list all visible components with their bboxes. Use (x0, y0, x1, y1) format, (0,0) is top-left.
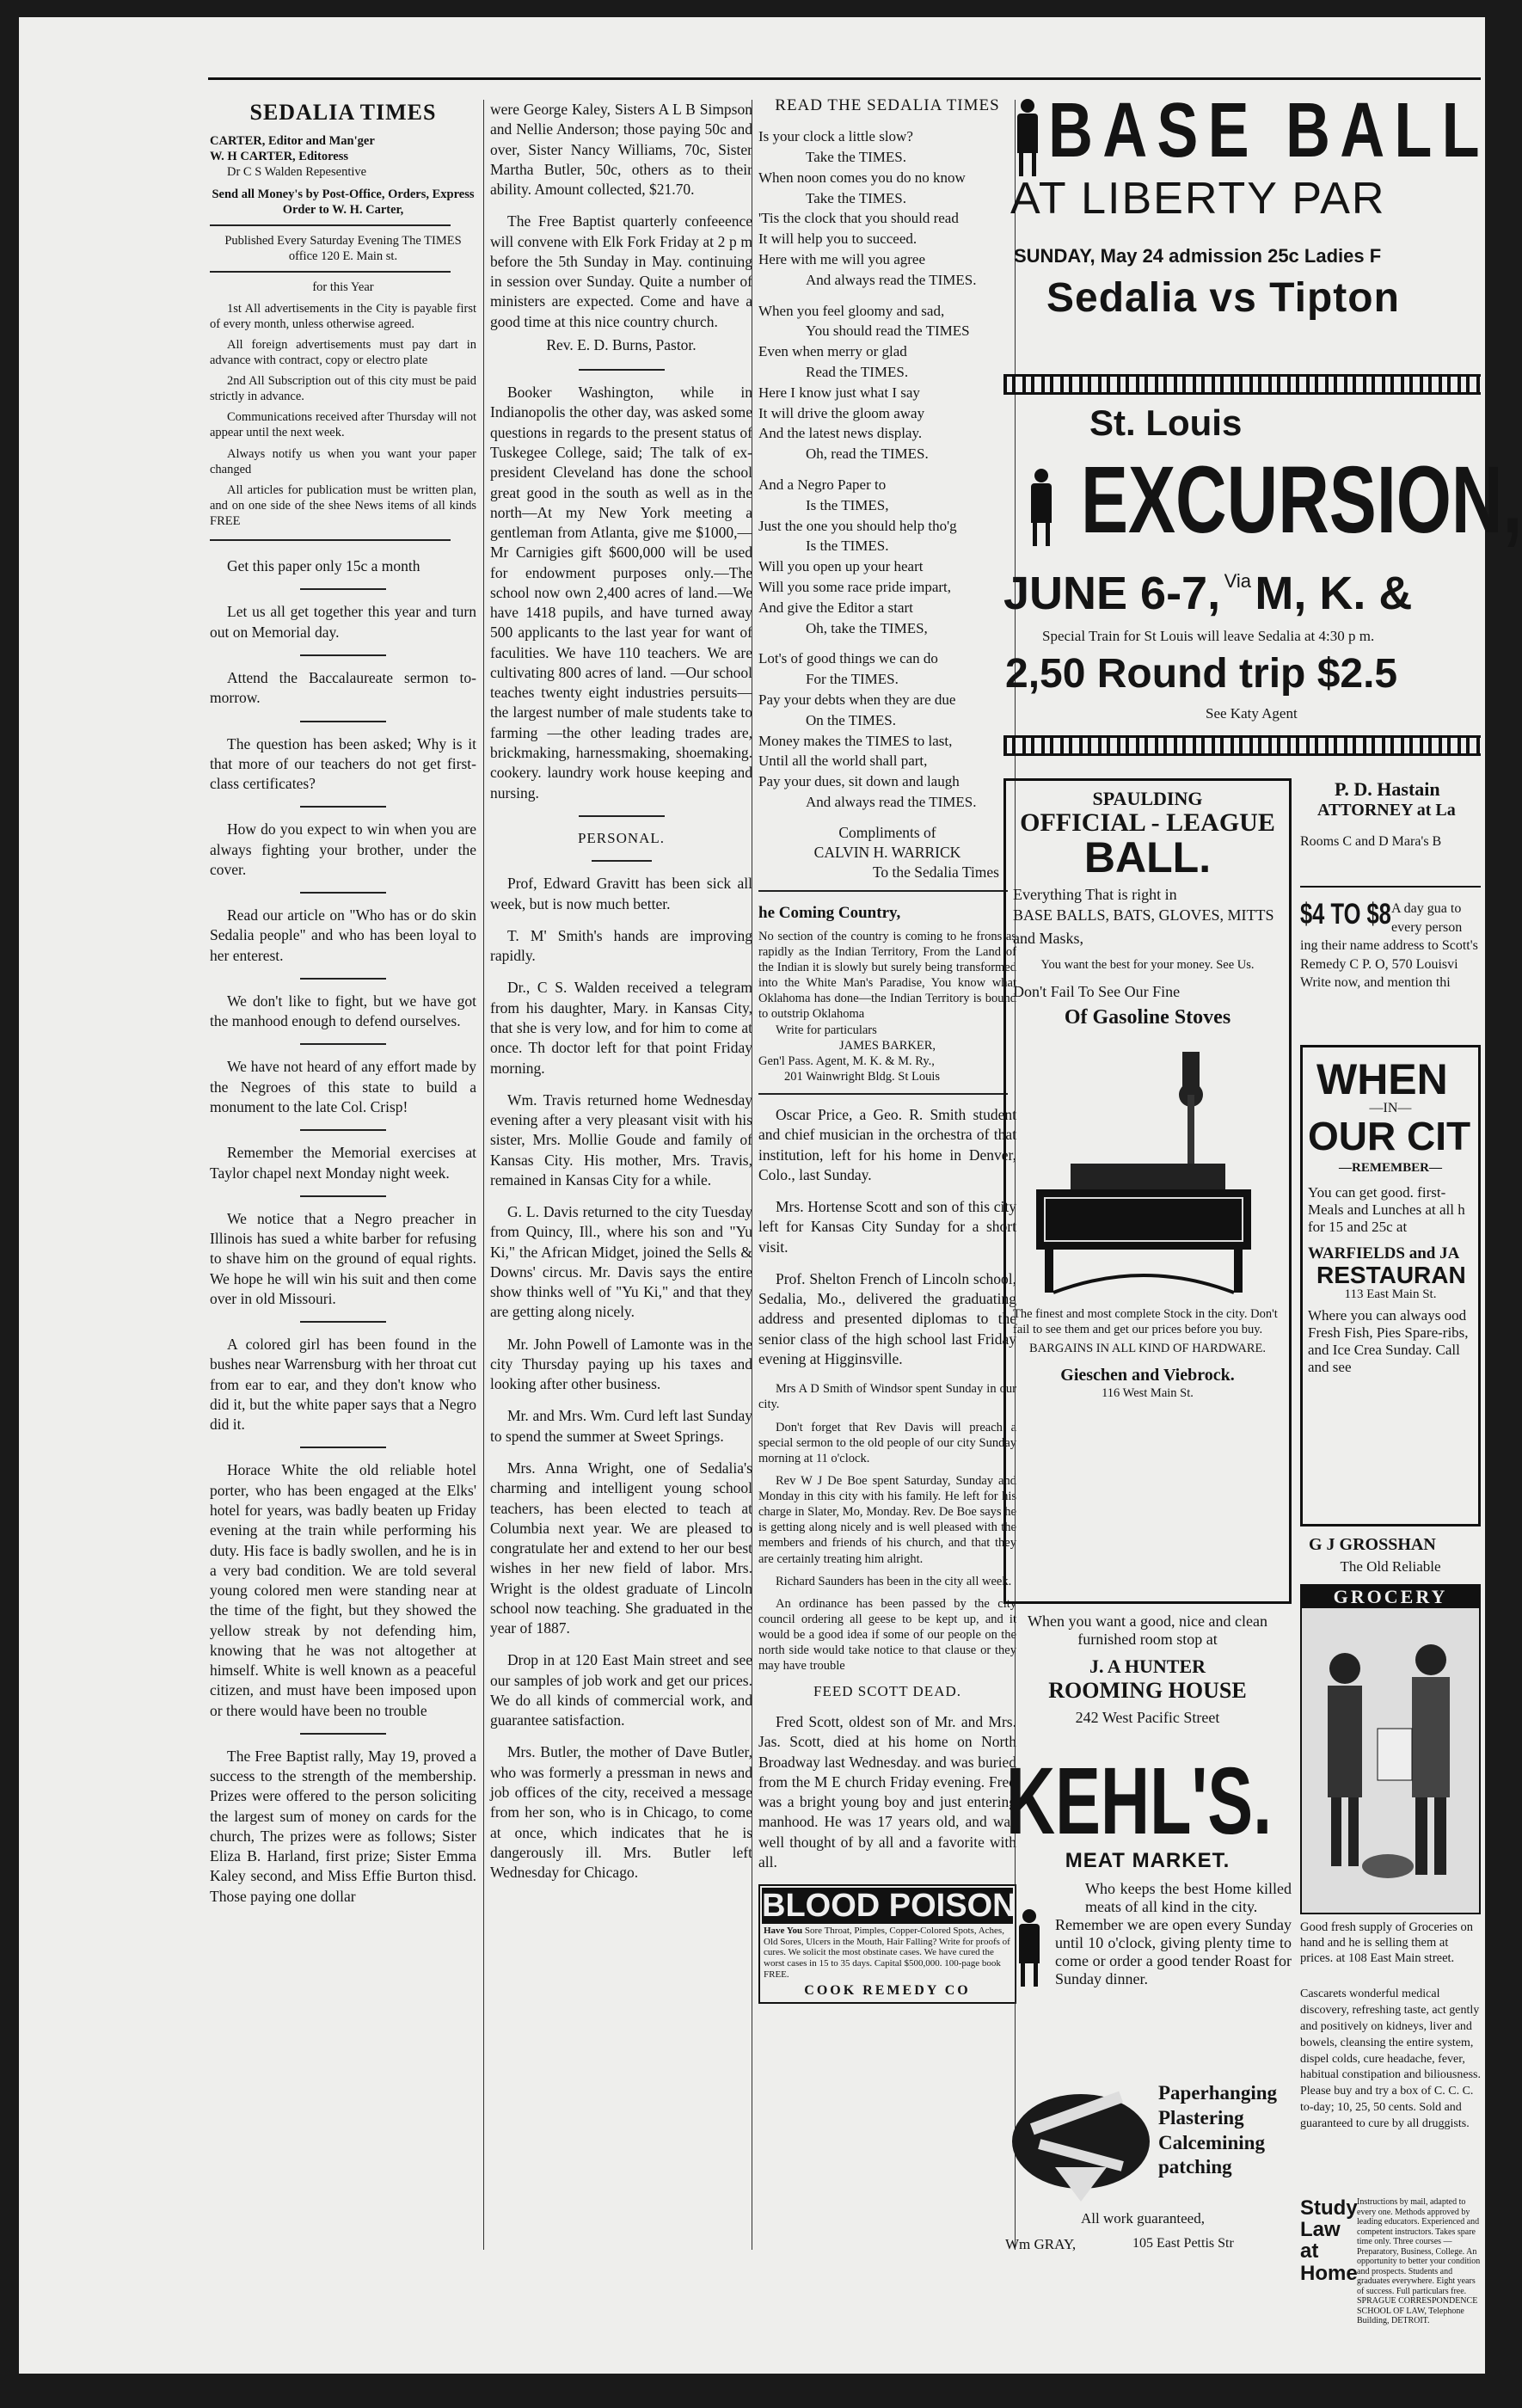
excursion-dates-row (1003, 570, 1412, 617)
news-item: Richard Saunders has been in the city all week. (776, 1574, 1012, 1588)
coming-country-text: No section of the country is coming to he frons as rapidly as the Indian Territory, From the Land of the Indian it is slowly but surely being transformed into the White Man's Paradise, You know what Oklahoma has done—the Indian Territory is bound to outstrip Oklahoma (758, 929, 1016, 1022)
compliments: Compliments of (838, 823, 936, 841)
coming-country-addr: Gen'l Pass. Agent, M. K. & M. Ry., (758, 1054, 935, 1068)
poem-line: For the TIMES. (806, 671, 899, 688)
compliments-name: CALVIN H. WARRICK (813, 844, 961, 862)
divider (300, 721, 386, 722)
spaulding-stoves: Of Gasoline Stoves (1064, 1006, 1231, 1029)
paperhanging-ad (1003, 2081, 1292, 2296)
poem-line: Just the one you should help tho'g (758, 517, 957, 534)
hunter-intro: When you want a good, nice and clean furnished room stop at (1028, 1612, 1267, 1648)
grocery-sign: GROCERY (1302, 1586, 1479, 1608)
news-item: Remember the Memorial exercises at Taylor chapel next Monday night week. (210, 1144, 476, 1182)
news-item: Drop in at 120 East Main street and see our samples of job work and get our prices. We do all kinds of commercial work, and guarantee satisfaction. (490, 1651, 752, 1729)
news-item: Wm. Travis returned home Wednesday evening after a very pleasant visit with his sister, Mrs. Mollie Goude and family of Kansas City. His mother, Mrs. Travis, remained in Kansas City for a while. (490, 1090, 752, 1189)
paper-name: Wm GRAY, (1005, 2236, 1077, 2252)
gross-name: G J GROSSHAN (1309, 1535, 1436, 1554)
excursion-pre: St. Louis (1089, 402, 1243, 443)
top-rule (208, 77, 1481, 80)
grocer-figures (1302, 1608, 1479, 1901)
blood-poison-lead: Have You (764, 1926, 803, 1937)
spaulding-dontfail: Don't Fail To See Our Fine (1013, 983, 1181, 1001)
paper-line: Plastering (1158, 2106, 1244, 2128)
cascarets-ad (1300, 1987, 1481, 2193)
poem-line: It will drive the gloom away (758, 404, 925, 421)
news-item: Read our article on "Who has or do skin Sedalia people" and who has been loyal to her enterest. (210, 906, 476, 964)
excursion-special: Special Train for St Louis will leave Sedalia at 4:30 p m. (1042, 628, 1375, 644)
news-item: The Free Baptist quarterly confeeence will convene with Elk Fork Friday at 2 p m before the 5th Sunday in May. continuing in session over Sunday. Quite a number of ministers are expected. Come and have a good time at this nice country church. (490, 212, 752, 330)
spaulding-official: OFFICIAL - LEAGUE (1020, 808, 1275, 837)
rate-item: 2nd All Subscription out of this city must be paid strictly in advance. (210, 374, 476, 404)
poem-line: Will you some race pride impart, (758, 579, 952, 595)
divider (300, 1447, 386, 1448)
excursion-price: 2,50 Round trip $2.5 (1005, 651, 1398, 697)
excursion-title: EXCURSION, (1081, 447, 1522, 553)
divider (592, 860, 652, 862)
spaulding-addr: 116 West Main St. (1102, 1385, 1194, 1400)
news-item: Mrs A D Smith of Windsor spent Sunday in our city. (758, 1382, 1016, 1412)
poem-line: Is the TIMES. (806, 538, 889, 555)
hastain-rooms: Rooms C and D Mara's B (1300, 834, 1442, 849)
player-figure (1010, 99, 1045, 176)
published-note: Published Every Saturday Evening The TIMES office 120 E. Main st. (224, 234, 462, 264)
paper-guaranteed: All work guaranteed, (1081, 2210, 1205, 2227)
spaulding-bargains: BARGAINS IN ALL KIND OF HARDWARE. (1029, 1342, 1266, 1356)
rate-item: All foreign advertisements must pay dart in advance with contract, copy or electro plate (210, 337, 476, 367)
news-item: Mrs. Butler, the mother of Dave Butler, who was formerly a pressman in news and job offices of the city, received a message from her son, who is in Chicago, to come at once, which indicates that he is dangerously ill. Mrs. Butler left Wednesday for Chicago. (490, 1743, 752, 1882)
news-item: Prof, Edward Gravitt has been sick all week, but is now much better. (490, 875, 752, 912)
medical-text: Cascarets wonderful medical discovery, refreshing taste, act gently and positively on kidneys, liver and bowels, cleansing the entire system, dispel colds, cure headache, fever, habitual constipation and biliousness. Please buy and try a box of C. C. C. to-day; 10, 25, 50 cents. Sold and guaranteed to cure by all druggists. (1300, 1987, 1481, 2131)
column-rule (483, 100, 484, 2250)
divider (300, 1043, 386, 1045)
when-addr: 113 East Main St. (1344, 1287, 1437, 1301)
news-item: Mr. and Mrs. Wm. Curd left last Sunday to spend the summer at Sweet Springs. (490, 1407, 752, 1445)
blood-poison-ad (758, 1884, 1016, 2003)
gross-sub: The Old Reliable (1340, 1558, 1441, 1575)
compliments-to: To the Sedalia Times (872, 863, 999, 882)
poem-line: When you feel gloomy and sad, (758, 302, 945, 319)
greek-border (1003, 374, 1481, 395)
feed-scott-heading: FEED SCOTT DEAD. (813, 1683, 961, 1700)
poem-line: Money makes the TIMES to last, (758, 732, 953, 749)
divider (579, 815, 665, 817)
rates-title: for this Year (312, 280, 374, 295)
news-item: Don't forget that Rev Davis will preach a special sermon to the old people of our city Sunday morning at 11 o'clock. (758, 1420, 1016, 1465)
poem-line: And always read the TIMES. (806, 271, 977, 288)
poem-line: Lot's of good things we can do (758, 650, 938, 667)
poem-line: Take the TIMES. (806, 189, 906, 206)
scott-text: A day gua to every person ing their name address to Scott's Remedy C P. O, 570 Louisvi Write now, and mention thi (1300, 901, 1478, 991)
poem-line: It will help you to succeed. (758, 230, 917, 248)
pastor-signature: Rev. E. D. Burns, Pastor. (546, 335, 697, 353)
staff-line: Dr C S Walden Repesentive (227, 164, 367, 179)
paper-line: Calcemining (1158, 2131, 1265, 2153)
news-item: Booker Washington, while in Indianopolis the other day, was asked some questions in regards to the present status of Tuskegee College, said; The talk of ex-president Cleveland has done the school great good in the south as well as in the north—At my New York meeting a gentleman from Atlanta, give me $1000,—Mr Carnigies gift $600,000 will be used for endowment purposes only.—The school now own 2,400 acres of land.—We have 1418 pupils, and have turned away 500 applicants to the last year for want of faculities. We have 110 teachers. We are cultivating 800 acres of land. —Our school teaches twenty eight industries persuits—the largest number of male students take to farming —the other leading trades are, brickmaking, harnessmaking, shoemaking. cookery. laundry work house keeping and nursing. (490, 384, 752, 802)
news-item: The Free Baptist rally, May 19, proved a success to the strength of the membership. Prizes were offered to the person soliciting the largest sum of money on cards for the church, The prizes were as follows; Sister Eliza B. Harland, first prize; Sister Emma Kaley second, and Miss Effie Burton thisd. Those paying one dollar (210, 1747, 476, 1905)
when-name: WARFIELDS and JA (1308, 1244, 1460, 1262)
poem-line: And a Negro Paper to (758, 476, 887, 494)
poem-stanza (758, 475, 1016, 638)
when-more: Where you can always ood Fresh Fish, Pies Spare-ribs, and Ice Crea Sunday. Call and see (1308, 1307, 1469, 1375)
hastain-name: P. D. Hastain (1335, 778, 1440, 800)
divider (300, 588, 386, 590)
when-text: You can get good. first-Meals and Lunches at all h for 15 and 25c at (1308, 1184, 1465, 1235)
agent-figure (1024, 469, 1059, 546)
news-item: Horace White the old reliable hotel porter, who has been engaged at the Elks' hotel for years, was badly beaten up Friday evening at the train while performing his duty. His face is badly swollen, and he is in a very bad condition. We are told several young colored men were standing near at the time of the fight, but they showed the yellow streak by not defending him, knowing that he was not altogether at himself. White is well known as a peaceful citizen, and must have been imposed upon or there would have been no trouble (210, 1461, 476, 1719)
poem-line: Oh, read the TIMES. (806, 445, 929, 463)
blood-poison-title: BLOOD POISON (762, 1888, 1016, 1925)
coming-country-name: JAMES BARKER, (839, 1038, 936, 1053)
divider (300, 978, 386, 980)
blood-poison-text: Sore Throat, Pimples, Copper-Colored Spots, Aches, Old Sores, Ulcers in the Mouth, Hair Falling? Write for proofs of cures. We solicit the most obstinate cases. We have cured the worst cases in 15 to 35 days. Capital $500,000. 100-page book FREE. (764, 1926, 1010, 1980)
poem-line: Oh, take the TIMES, (806, 619, 928, 636)
news-item: Fred Scott, oldest son of Mr. and Mrs. Jas. Scott, died at his home on North Broadway last Wednesday. and was buried from the M E church Friday evening. Fred was a bright young boy and just entering manhood. He was 17 years old, and was well thought of by all and a favorite with all. (758, 1713, 1016, 1870)
poem-line: On the TIMES. (806, 711, 896, 728)
news-item: Attend the Baccalaureate sermon to-morrow. (210, 669, 476, 707)
kehl-title: KEHL'S. (1005, 1748, 1273, 1854)
spaulding-want: You want the best for your money. See Us. (1040, 958, 1255, 972)
poem-line: Will you open up your heart (758, 558, 924, 575)
news-item: Dr., C S. Walden received a telegram from his daughter, Mary. in Kansas City, that she is very low, and for him to come at once. Th doctor left for that point Friday morning. (490, 979, 752, 1077)
divider (210, 224, 451, 226)
baseball-subtitle: AT LIBERTY PAR (1010, 174, 1386, 224)
study-law-ad (1300, 2196, 1481, 2325)
spaulding-top: SPAULDING (1092, 788, 1203, 809)
paper-line: Paperhanging (1158, 2082, 1278, 2104)
kehl-text: Who keeps the best Home killed meats of all kind in the city. (1085, 1880, 1292, 1915)
coming-country-addr: 201 Wainwright Bldg. St Louis (784, 1069, 941, 1084)
divider (300, 1195, 386, 1197)
kehls-ad (1003, 1748, 1292, 2073)
poem-line: Is the TIMES, (806, 496, 889, 513)
hastain-title: ATTORNEY at La (1317, 801, 1456, 820)
rate-item: Communications received after Thursday will not appear until the next week. (210, 410, 476, 440)
spaulding-firm: Gieschen and Viebrock. (1060, 1365, 1235, 1385)
news-item: Oscar Price, a Geo. R. Smith student and chief musician in the orchestra of that institution, left for his home in Denver, Colo., last Sunday. (758, 1106, 1016, 1183)
news-item: We don't like to fight, but we have got the manhood enough to defend ourselves. (210, 992, 476, 1030)
poem-stanza (758, 648, 1016, 812)
news-item: G. L. Davis returned to the city Tuesday from Quincy, Ill., where his son and "Yu Ki," the African Midget, joined the Sells & Downs' circus. Mr. Davis says the entire show thinks well of "Yu Ki," and that they are getting along nicely. (490, 1203, 752, 1321)
newspaper-page (19, 17, 1522, 2374)
divider (300, 1321, 386, 1323)
blood-poison-body (762, 1924, 1013, 1981)
poem-line: Until all the world shall part, (758, 752, 928, 770)
when-restaurant: RESTAURAN (1316, 1262, 1466, 1288)
study-title: Study Law at Home (1300, 2196, 1358, 2285)
divider (210, 539, 451, 541)
hunter-addr: 242 West Pacific Street (1075, 1709, 1220, 1726)
hunter-ad (1003, 1612, 1292, 1750)
small-items (758, 1381, 1016, 1674)
staff-line: CARTER, Editor and Man'ger (210, 133, 375, 148)
baseball-line: SUNDAY, May 24 admission 25c Ladies F (1014, 245, 1382, 267)
news-item: Mr. John Powell of Lamonte was in the city Thursday paying up his taxes and looking after other business. (490, 1335, 752, 1393)
poem-line: Here I know just what I say (758, 384, 920, 401)
news-item: An ordinance has been passed by the city council ordering all geese to be kept up, and it would be a good idea if some of our people on the north side would take notice to that clause or they may have trouble (758, 1596, 1016, 1674)
news-item: How do you expect to win when you are always fighting your brother, under the cover. (210, 820, 476, 878)
news-item: We have not heard of any effort made by the Negroes of this state to build a monument to the late Col. Crisp! (210, 1058, 476, 1115)
study-text: Instructions by mail, adapted to every one. Methods approved by leading educators. Experienced and competent instructors. Takes spare time only. Three courses — Preparatory, Business, College. An opportunity to better your condition and prospects. Students and graduates everywhere. Eight years of success. Full particulars free. SPRAGUE CORRESPONDENCE SCHOOL OF LAW, Telephone Building, DETROIT. (1357, 2197, 1481, 2325)
spaulding-stock: The finest and most complete Stock in the city. Don't fail to see them and get our prices before you buy. (1013, 1307, 1278, 1337)
excursion-ad (1003, 374, 1522, 770)
excursion-dates: JUNE 6-7, (1003, 568, 1221, 619)
send-money-note: Send all Money's by Post-Office, Orders, Express Order to W. H. Carter, (212, 187, 475, 218)
news-item: We notice that a Negro preacher in Illinois has sued a white barber for refusing to shave him on the ground of equal rights. We hope he will win his suit and then come over in old Missouri. (210, 1209, 476, 1307)
staff-line: W. H CARTER, Editoress (210, 149, 349, 163)
spaulding-items: BASE BALLS, BATS, GLOVES, MITTS and Masks, (1013, 906, 1274, 947)
news-item: Let us all get together this year and turn out on Memorial day. (210, 603, 476, 641)
divider (210, 271, 451, 273)
coming-country-write: Write for particulars (776, 1023, 877, 1037)
news-item: T. M' Smith's hands are improving rapidly. (490, 926, 752, 965)
gasoline-stove-illustration (1019, 1035, 1277, 1301)
poem-line: Read the TIMES. (806, 364, 909, 381)
personal-heading: PERSONAL. (577, 829, 666, 846)
divider (300, 892, 386, 894)
poem-line: Pay your debts when they are due (758, 691, 956, 708)
poem-line: Is your clock a little slow? (758, 128, 913, 145)
baseball-ad (1003, 82, 1489, 344)
divider (300, 1733, 386, 1735)
spaulding-ad (1003, 778, 1292, 1604)
news-item: Mrs. Anna Wright, one of Sedalia's charming and intelligent young school teachers, has been elected to teach at Columbia next year. We are pleased to congratulate her and extend to her our best wishes in her new field of labor. Mrs. Wright is the oldest graduate of Lincoln school now teaching. She graduated in the year of 1887. (490, 1459, 752, 1637)
rate-item: 1st All advertisements in the City is payable first of every month, unless otherwise agreed. (210, 301, 476, 331)
excursion-road: M, K. & (1255, 568, 1413, 619)
hunter-name: J. A HUNTER (1089, 1656, 1206, 1677)
baseball-title: BASE BALL (1048, 88, 1489, 174)
news-item: were George Kaley, Sisters A L B Simpson and Nellie Anderson; those paying 50c and over, Sister Nancy Williams, 70c, Sister Martha Butler, 50c, others as to their ability. Amount collected, $21.70. (490, 101, 752, 199)
when-remember: —REMEMBER— (1339, 1161, 1442, 1175)
news-item: Get this paper only 15c a month (227, 557, 420, 575)
blood-poison-footer: COOK REMEDY CO (804, 1983, 971, 1999)
poem-line: And the latest news display. (758, 425, 923, 442)
tools-illustration (1003, 2081, 1154, 2210)
staff-list (210, 133, 476, 180)
divider (300, 1129, 386, 1131)
spaulding-everything: Everything That is right in (1013, 886, 1177, 903)
poem-line: 'Tis the clock that you should read (758, 210, 959, 227)
gross-text: Good fresh supply of Groceries on hand and he is selling them at prices. at 108 East Main street. (1300, 1920, 1473, 1966)
poem-line: Pay your dues, sit down and laugh (758, 773, 960, 790)
divider (300, 806, 386, 808)
hunter-house: ROOMING HOUSE (1048, 1678, 1247, 1703)
when-in: —IN— (1369, 1101, 1412, 1115)
poem-line: Here with me will you agree (758, 251, 926, 268)
divider (758, 890, 1008, 892)
column-1 (210, 98, 476, 1919)
poem-line: Take the TIMES. (806, 149, 906, 166)
rates-list (210, 301, 476, 530)
column-3 (758, 95, 1016, 2004)
kehl-remember: Remember we are open every Sunday until 10 o'clock, giving plenty time to come or order a good tender Roast for Sunday dinner. (1055, 1916, 1292, 1987)
paper-lines (1158, 2081, 1277, 2180)
column-2 (490, 100, 752, 1895)
divider (758, 1093, 1008, 1095)
when-title: WHEN (1316, 1055, 1448, 1103)
paper-line: patching (1158, 2156, 1232, 2178)
scott-remedy-ad (1300, 886, 1481, 1054)
poem-line: And give the Editor a start (758, 599, 913, 616)
news-item: Mrs. Hortense Scott and son of this city left for Kansas City Sunday for a short visit. (758, 1198, 1016, 1256)
when-city: OUR CIT (1308, 1114, 1471, 1158)
excursion-via: Via (1224, 570, 1251, 592)
news-item: A colored girl has been found in the bushes near Warrensburg with her throat cut from ear to ear, and they don't know who did it, but the white paper says that a Negro did it. (210, 1336, 476, 1434)
baseball-teams: Sedalia vs Tipton (1046, 275, 1400, 321)
poem-title: READ THE SEDALIA TIMES (775, 96, 1000, 114)
poem-line: When noon comes you do no know (758, 169, 966, 186)
greek-border (1003, 735, 1481, 756)
poem-line: You should read the TIMES (806, 322, 970, 340)
news-item: Prof. Shelton French of Lincoln school, Sedalia, Mo., delivered the graduating address and presented diplomas to the senior class of the high school last Friday evening at Higginsville. (758, 1269, 1016, 1367)
scott-amount: $4 TO $8 (1300, 898, 1391, 931)
kehl-market: MEAT MARKET. (1065, 1849, 1230, 1872)
when-in-our-city-ad (1300, 1045, 1481, 1526)
paper-addr: 105 East Pettis Str (1132, 2236, 1234, 2251)
rate-item: Always notify us when you want your paper changed (210, 446, 476, 476)
divider (579, 369, 665, 371)
coming-country-title: he Coming Country, (758, 903, 901, 922)
grocery-illustration (1300, 1584, 1481, 1914)
poem-stanza (758, 301, 1016, 464)
spaulding-ball: BALL. (1083, 833, 1212, 882)
butcher-figure (1012, 1909, 1046, 1987)
poem-stanza (758, 126, 1016, 290)
excursion-agent: See Katy Agent (1206, 705, 1298, 722)
news-item: Rev W J De Boe spent Saturday, Sunday and Monday in this city with his family. He left for his charge in Slater, Mo, Monday. Rev. De Boe says he is getting along nicely and is well pleased with the members and friends of his church, and that they are certainly treating him alright. (758, 1473, 1016, 1566)
masthead: SEDALIA TIMES (249, 100, 437, 125)
news-item: The question has been asked; Why is it that more of our teachers do not get first-class certificates? (210, 734, 476, 793)
poem-line: Even when merry or glad (758, 343, 907, 360)
divider (300, 654, 386, 656)
ads-column (1003, 82, 1522, 2325)
poem-line: And always read the TIMES. (806, 793, 977, 810)
grosshan-ad (1300, 1535, 1481, 1982)
rate-item: All articles for publication must be written plan, and on one side of the shee News items of all kinds FREE (210, 482, 476, 529)
hastain-ad (1300, 778, 1481, 882)
